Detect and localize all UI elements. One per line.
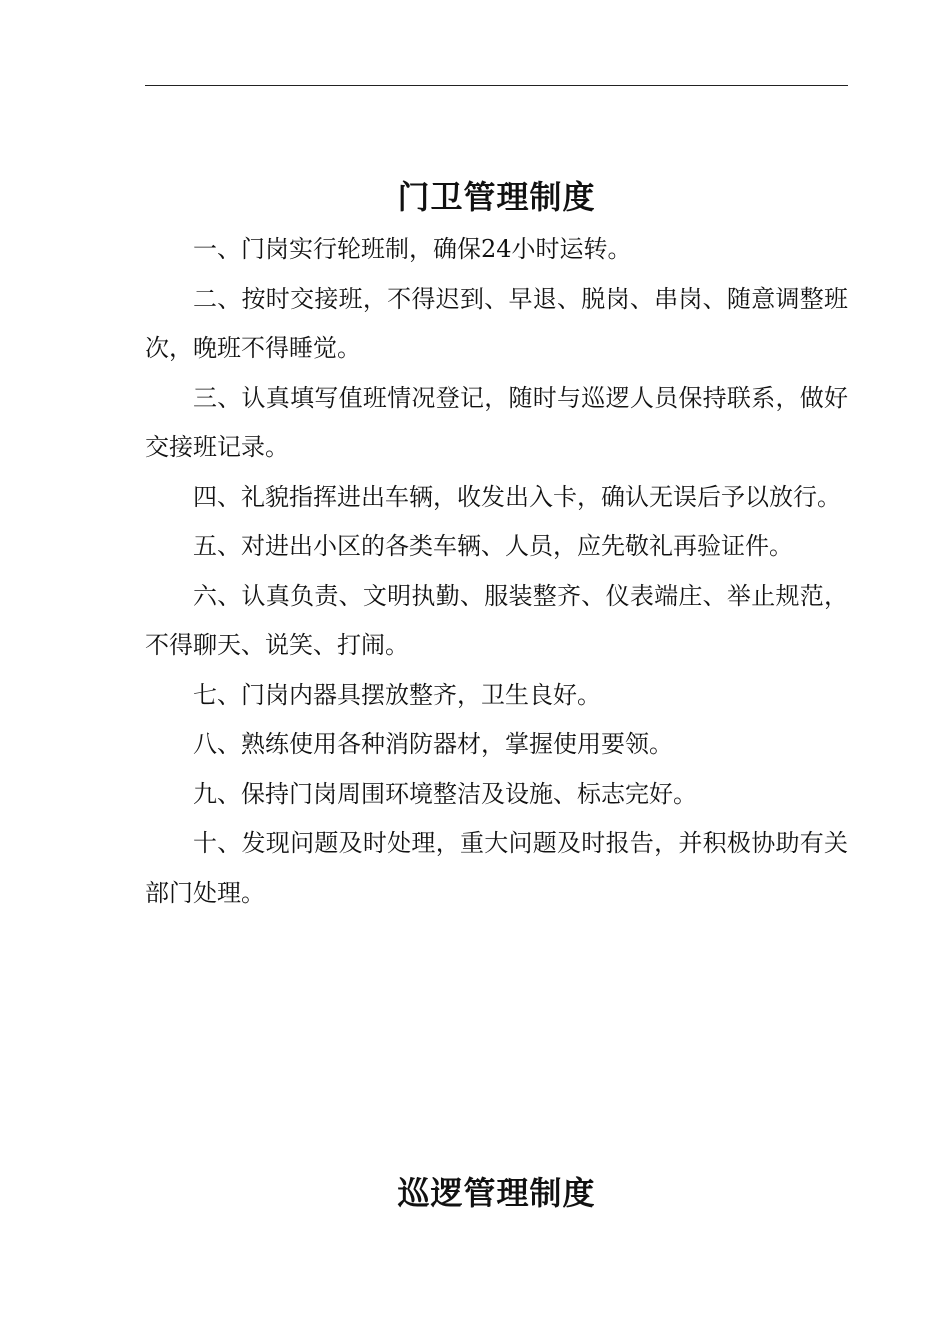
rule-paragraph: 一、门岗实行轮班制，确保24小时运转。 bbox=[193, 235, 632, 263]
rule-paragraph: 四、礼貌指挥进出车辆，收发出入卡，确认无误后予以放行。 bbox=[193, 482, 841, 511]
rule-paragraph: 七、门岗内器具摆放整齐，卫生良好。 bbox=[193, 680, 601, 709]
rule-paragraph: 九、保持门岗周围环境整洁及设施、标志完好。 bbox=[193, 779, 697, 808]
rule-paragraph: 十、发现问题及时处理，重大问题及时报告，并积极协助有关部门处理。 bbox=[145, 829, 848, 907]
section-title-patrol: 巡逻管理制度 bbox=[397, 1174, 596, 1212]
rule-paragraph: 二、按时交接班，不得迟到、早退、脱岗、串岗、随意调整班次，晚班不得睡觉。 bbox=[145, 284, 848, 362]
rule-paragraph: 八、熟练使用各种消防器材，掌握使用要领。 bbox=[193, 730, 673, 758]
header-rule bbox=[145, 85, 848, 86]
rule-paragraph: 六、认真负责、文明执勤、服装整齐、仪表端庄、举止规范，不得聊天、说笑、打闹。 bbox=[145, 581, 848, 659]
rule-paragraph: 五、对进出小区的各类车辆、人员，应先敬礼再验证件。 bbox=[193, 532, 793, 560]
section-title-gatekeeper: 门卫管理制度 bbox=[397, 178, 596, 216]
gatekeeper-rules bbox=[145, 225, 848, 918]
rule-paragraph: 三、认真填写值班情况登记，随时与巡逻人员保持联系，做好交接班记录。 bbox=[145, 383, 848, 461]
